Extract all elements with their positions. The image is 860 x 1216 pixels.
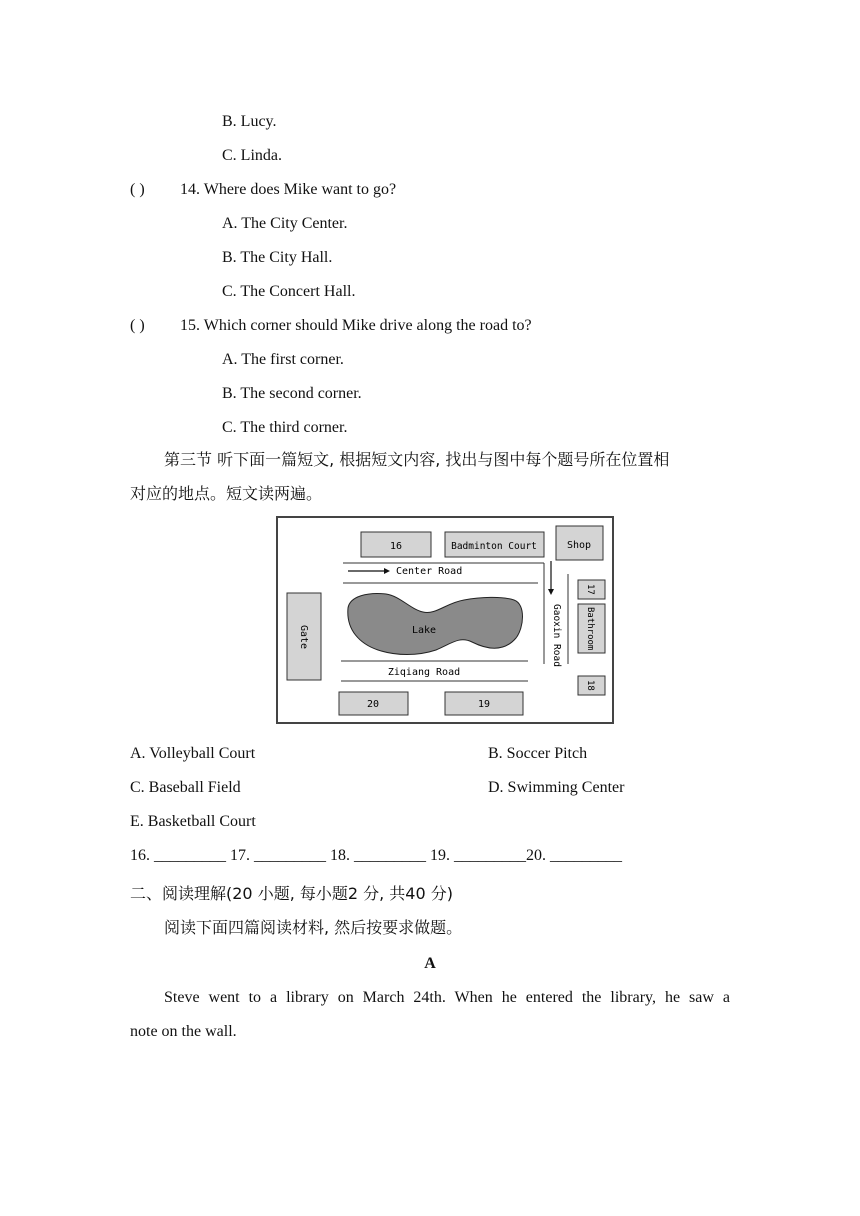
q15-stem: 15. Which corner should Mike drive along the road to? [180, 317, 532, 334]
q14-stem-line [130, 180, 396, 200]
choice-b: B. Soccer Pitch [488, 745, 588, 762]
q14-stem: 14. Where does Mike want to go? [180, 181, 397, 198]
q13-option-c: C. Linda. [222, 147, 282, 164]
choice-e: E. Basketball Court [130, 813, 256, 830]
passage-a-line1: Steve went to a library on March 24th. When he entered the library, he saw a [164, 989, 730, 1006]
passage-a-line2: note on the wall. [130, 1023, 237, 1040]
map-label-16: 16 [389, 541, 403, 552]
q15-option-c: C. The third corner. [222, 419, 348, 436]
passage-a-title: A [424, 955, 436, 972]
choice-c: C. Baseball Field [130, 779, 241, 796]
map-label-18: 18 [585, 680, 595, 691]
map-label-badminton-court: Badminton Court [451, 541, 537, 552]
q15-answer-blank[interactable]: ( ) [130, 317, 145, 334]
q15-stem-line [130, 316, 532, 336]
map-label-17: 17 [585, 584, 595, 595]
map-label-gate: Gate [298, 625, 309, 650]
part2-heading: 二、阅读理解(20 小题, 每小题2 分, 共40 分) [130, 884, 453, 903]
q14-option-c: C. The Concert Hall. [222, 283, 356, 300]
section3-instruction-line2: 对应的地点。短文读两遍。 [130, 484, 323, 503]
map-label-lake: Lake [411, 625, 437, 636]
part2-instruction: 阅读下面四篇阅读材料, 然后按要求做题。 [164, 918, 463, 937]
answer-blanks-16-20[interactable]: 16. _________ 17. _________ 18. _________ 19. _________20. _________ [130, 847, 622, 864]
map-label-bathroom: Bathroom [585, 607, 595, 651]
q15-option-a: A. The first corner. [222, 351, 344, 368]
map-label-ziqiang-road: Ziqiang Road [387, 667, 461, 678]
map-label-gaoxin-road: Gaoxin Road [551, 604, 562, 667]
map-label-shop: Shop [566, 540, 592, 551]
map-label-center-road: Center Road [396, 566, 463, 577]
section3-instruction-line1: 第三节 听下面一篇短文, 根据短文内容, 找出与图中每个题号所在位置相 [164, 450, 670, 469]
campus-map [276, 516, 614, 724]
q13-option-b: B. Lucy. [222, 113, 277, 130]
map-label-20: 20 [366, 699, 380, 710]
choice-d: D. Swimming Center [488, 779, 625, 796]
map-label-19: 19 [477, 699, 491, 710]
q14-option-b: B. The City Hall. [222, 249, 333, 266]
q14-option-a: A. The City Center. [222, 215, 348, 232]
choice-a: A. Volleyball Court [130, 745, 256, 762]
q14-answer-blank[interactable]: ( ) [130, 181, 145, 198]
q15-option-b: B. The second corner. [222, 385, 362, 402]
